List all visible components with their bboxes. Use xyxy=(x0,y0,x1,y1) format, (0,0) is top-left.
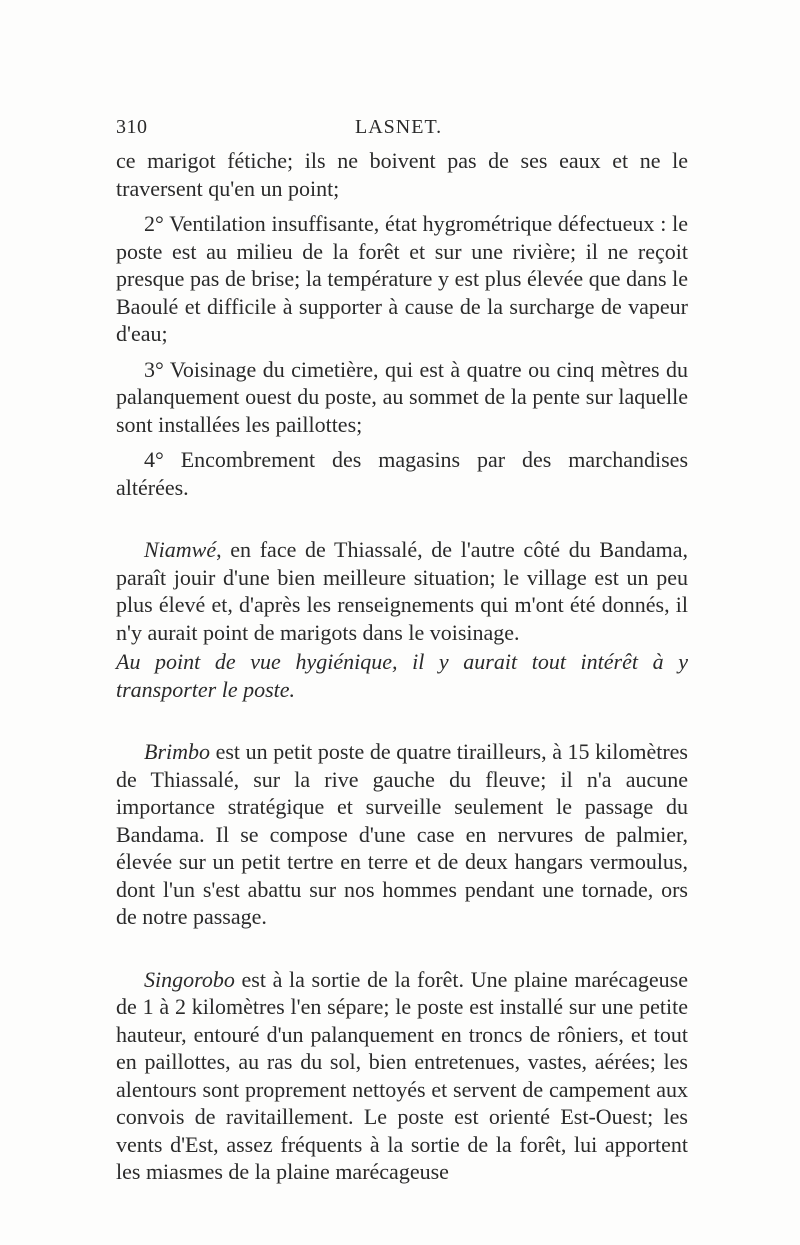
place-name-niamwe: Niamwé xyxy=(144,537,217,562)
paragraph-brimbo-text: est un petit poste de quatre tirailleurs, à 15 kilomètres de Thiassalé, sur la rive gauche du fleuve; il n'a aucune importance stratégique et surveille seulement le passage du Bandama. Il se compose d'une case en nervures de palmier, élevée sur un petit tertre en terre et de deux hangars vermoulus, dont l'un s'est abattu sur nos hommes pendant une tornade, ors de notre passage. xyxy=(116,739,688,929)
paragraph-encombrement: 4° Encombrement des magasins par des marchandises altérées. xyxy=(116,447,688,500)
paragraph-niamwe xyxy=(116,536,688,646)
paragraph-singorobo xyxy=(116,966,688,1186)
place-name-singorobo: Singorobo xyxy=(144,966,235,992)
page-header xyxy=(116,116,686,146)
place-name-brimbo: Brimbo xyxy=(144,739,210,764)
page-number: 310 xyxy=(116,116,148,138)
body-text xyxy=(116,147,688,1186)
paragraph-ventilation: 2° Ventilation insuffisante, état hygrométrique défectueux : le poste est au milieu de la forêt et sur une rivière; il ne reçoit presque pas de brise; la température y est plus élevée que dans le Baoulé et difficile à supporter à cause de la surcharge de vapeur d'eau; xyxy=(116,211,688,346)
paragraph-niamwe-text: , en face de Thiassalé, de l'autre côté du Bandama, paraît jouir d'une bien meilleure situation; le village est un peu plus élevé et, d'après les renseignements qui m'ont été donnés, il n'y aurait point de marigots dans le voisinage. xyxy=(116,537,688,645)
running-head: LASNET. xyxy=(355,116,443,138)
paragraph-cimetiere: 3° Voisinage du cimetière, qui est à quatre ou cinq mètres du palanquement ouest du poste, au sommet de la pente sur laquelle sont installées les paillottes; xyxy=(116,356,688,437)
paragraph-hygiene-note: Au point de vue hygiénique, il y aurait tout intérêt à y transporter le poste. xyxy=(116,649,688,702)
paragraph-singorobo-text: est à la sortie de la forêt. Une plaine marécageuse de 1 à 2 kilomètres l'en sépare; le poste est installé sur une petite hauteur, entouré d'un palanquement en troncs de rôniers, et tout en paillottes, au ras du sol, bien entretenues, vastes, aérées; les alentours sont proprement nettoyés et servent de campement aux convois de ravitaillement. Le poste est orienté Est-Ouest; les vents d'Est, assez fréquents à la sortie de la forêt, lui apportent les miasmes de la plaine marécageuse xyxy=(116,966,688,1184)
paragraph-brimbo xyxy=(116,738,688,931)
paragraph-marigot: ce marigot fétiche; ils ne boivent pas de ses eaux et ne le traversent qu'en un point; xyxy=(116,148,688,201)
